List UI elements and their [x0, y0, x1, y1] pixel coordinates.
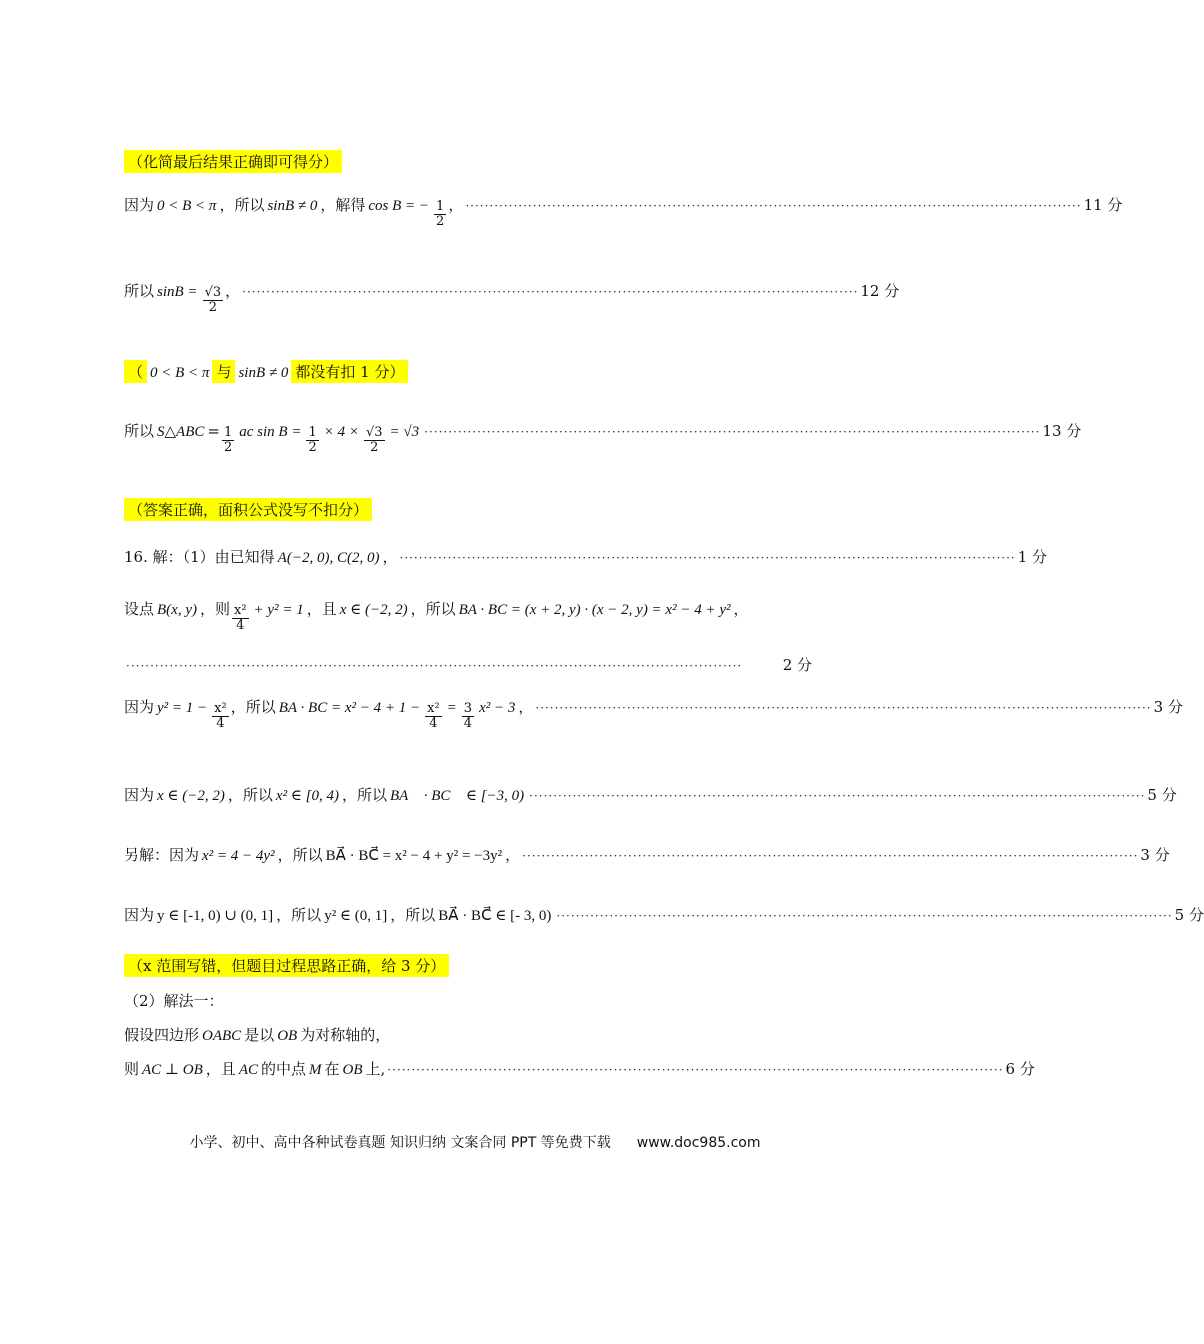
line-part2: （2）解法一：: [124, 992, 224, 1010]
score: 11 分: [1083, 196, 1123, 214]
score: 2 分: [782, 656, 812, 674]
fraction: $\frac{\text{x²}}{4}$: [427, 701, 440, 731]
score: 1 分: [1017, 548, 1048, 566]
line-cosB: 因为 0 < B < π ，所以 sinB ≠ 0 ，解得 cos B = − $\frac{1}{2}$ ， ································································································································ 11 分: [124, 196, 1123, 229]
fraction: $\frac{1}{2}$: [436, 199, 445, 229]
line-area: 所以 S△ABC = $\frac{1}{2}$ ac sin B = $\frac{1}{2}$ × 4 × $\frac{√3}{2}$ = √3 ································································································································ 13 分: [124, 422, 1082, 455]
dot-leader: ································································································································: [399, 551, 1016, 565]
score: 6 分: [1005, 1060, 1035, 1078]
footer-site-link[interactable]: www.doc985.com: [636, 1135, 761, 1151]
dot-leader: ································································································································: [535, 701, 1152, 715]
fraction: $\frac{√3}{2}$: [204, 285, 222, 315]
line-assume: 假设四边形 OABC 是以 OB 为对称轴的，: [124, 1026, 391, 1044]
dot-leader: ································································································································: [387, 1063, 1004, 1077]
dot-leader: ································································································································: [522, 849, 1139, 863]
dot-leader: ································································································································: [126, 659, 743, 673]
score: 5 分: [1147, 786, 1177, 804]
score: 3 分: [1153, 698, 1183, 716]
highlight-note: （答案正确，面积公式没写不扣分）: [124, 498, 372, 521]
fraction: $\frac{\text{x²}}{4}$: [234, 603, 247, 633]
score: 12 分: [860, 282, 900, 300]
note-area-formula: [124, 498, 812, 526]
fraction: $\frac{1}{2}$: [223, 425, 233, 455]
note-x-range: [124, 954, 812, 982]
dot-leader: ································································································································: [529, 789, 1146, 803]
line-score-2: [124, 654, 812, 682]
highlight-note: （化简最后结果正确即可得分）: [124, 150, 342, 173]
line-range-y: 因为 y ∈ [-1, 0) ∪ (0, 1] ，所以 y² ∈ (0, 1] ，所以 BA⃗ · BC⃗ ∈ [- 3, 0) ································································································································ 5 分: [124, 906, 1204, 924]
line-alt-solution: 另解：因为 x² = 4 − 4y² ，所以 BA⃗ · BC⃗ = x² − 4 + y² = −3y² ， ································································································································ 3 分: [124, 846, 1170, 864]
note-range: （ 0 < B < π 与 sinB ≠ 0 都没有扣 1 分）: [124, 360, 812, 388]
note-simplify: [124, 150, 812, 178]
line-q16-1: 16. 解：（1）由已知得 A(−2, 0), C(2, 0) ， ································································································································ 1 分: [124, 548, 1048, 566]
score: 3 分: [1140, 846, 1170, 864]
dot-leader: ································································································································: [242, 285, 859, 299]
fraction: $\frac{3}{4}$: [463, 701, 473, 731]
fraction: $\frac{1}{2}$: [308, 425, 317, 455]
score: 13 分: [1042, 422, 1082, 440]
score: 5 分: [1174, 906, 1204, 924]
line-range-x: 因为 x ∈ (−2, 2) ，所以 x² ∈ [0, 4) ，所以 BA⃗ · BC⃗ ∈ [−3, 0) ································································································································ 5 分: [124, 786, 1177, 804]
dot-leader: ································································································································: [424, 425, 1041, 439]
page-footer: [0, 1132, 950, 1152]
line-sinB: 所以 sinB = $\frac{√3}{2}$ ， ································································································································ 12 分: [124, 282, 900, 315]
footer-text: 小学、初中、高中各种试卷真题 知识归纳 文案合同 PPT 等免费下载: [189, 1135, 611, 1151]
fraction: $\frac{√3}{2}$: [365, 425, 383, 455]
line-substitute: 因为 y² = 1 − $\frac{\text{x²}}{4}$ ，所以 BA · BC = x² − 4 + 1 − $\frac{\text{x²}}{4}$ = $\frac{3}{4}$ x² − 3 ， ································································································································ 3 分: [124, 698, 1183, 731]
dot-leader: ································································································································: [556, 909, 1173, 923]
fraction: $\frac{\text{x²}}{4}$: [214, 701, 227, 731]
highlight-note: （x 范围写错，但题目过程思路正确，给 3 分）: [124, 954, 449, 977]
dot-leader: ································································································································: [465, 199, 1082, 213]
line-perpendicular: 则 AC ⊥ OB ，且 AC 的中点 M 在 OB 上, ································································································································ 6 分: [124, 1060, 1035, 1078]
line-set-point: 设点 B(x, y) ，则 $\frac{\text{x²}}{4}$ + y² = 1 ，且 x ∈ (−2, 2) ，所以 BA · BC = (x + 2, y) · (x − 2, y) = x² − 4 + y² ，: [124, 600, 749, 633]
